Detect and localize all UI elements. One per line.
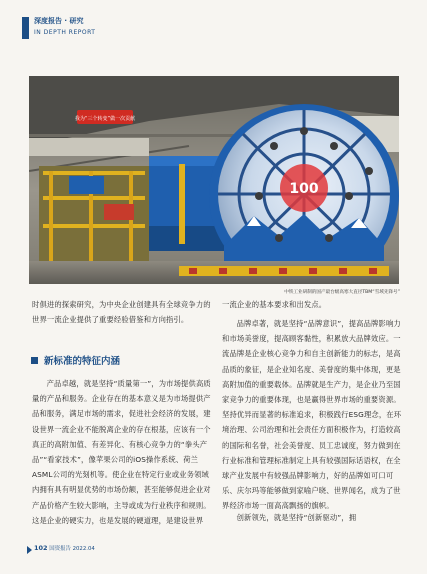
section-marker <box>31 357 38 364</box>
wall-sign: 我为“三个转变”做一次贡献 <box>74 116 136 122</box>
tbm-factory-photo <box>29 76 399 284</box>
svg-text:100: 100 <box>289 181 319 197</box>
left-paragraph-intro: 时俱进的探索研究，为中央企业创建具有全球竞争力的世界一流企业提供了重要经验借鉴和方向指引。 <box>32 300 211 325</box>
section-heading <box>31 354 120 366</box>
footer-marker <box>27 546 32 554</box>
header-color-block <box>22 17 29 39</box>
right-paragraph-innovation: 创新领先，就是坚持“创新驱动”，拥 <box>236 513 357 522</box>
tbm-illustration <box>29 76 399 284</box>
right-paragraph-brand: 品牌卓著，就是坚持“品牌意识”，提高品牌影响力和市场美誉度，提高顾客黏性，积累放大品牌效应。一流品牌是企业核心竞争力和自主创新能力的标志，是高品质的象征，是企业知名度、美誉度的集中体现，更是高附加值的重要载体。品牌就是生产力，是企业乃至国家竞争力的重要体现，也是赢得世界市场的重要资源。坚持优异而显著的标准追求，积极践行ESG理念，在环境治理、公司治理和社会责任方面积极作为，打造较高的国际和名誉，社会美誉度、员工忠诚度，努力做到在行业标准和管理标准制定上具有较强国际话语权，在全球产业发展中有较强品牌影响力，好的品牌如可口可乐、庆尔玛等能够做到家喻户晓、世界闻名，成为了世界经济市场一面高高飘扬的旗帜。 <box>222 319 402 511</box>
section-label: 深度报告 · 研究 <box>34 17 84 25</box>
footer <box>34 544 95 552</box>
photo-caption: 中铁工业研制的国产最台级高寒大直径TBM“雪域先锋号” <box>284 290 400 295</box>
page-number: 102 <box>34 544 48 552</box>
section-label-english: IN DEPTH REPORT <box>34 29 96 36</box>
section-title: 新标准的特征内涵 <box>44 356 121 367</box>
right-paragraph-continuation: 一流企业的基本要求和出发点。 <box>222 300 327 309</box>
left-paragraph-product: 产品卓越，就是坚持“质量第一”，为市场提供高质量的产品和服务。企业存在的基本意义是为市场提供产品和服务，满足市场的需求，促进社会经济的发展，建设世界一流企业不能脱离企业的存在根基，应该有一个真正的高附加值、有差异化、有核心竞争力的“拳头产品”“看家技术”，像苹果公司的iOS操作系统、荷兰ASML公司的光刻机等。使企业在特定行业或业务领域内拥有具有明显优势的市场份额，甚至能够促进企业对产品价格产生较大影响，主导或成为行业秩序和规则。这是企业的硬实力，也是发展的硬道理，是建设世界 <box>32 379 211 525</box>
journal-name: 国资报告 2022.04 <box>49 546 95 552</box>
